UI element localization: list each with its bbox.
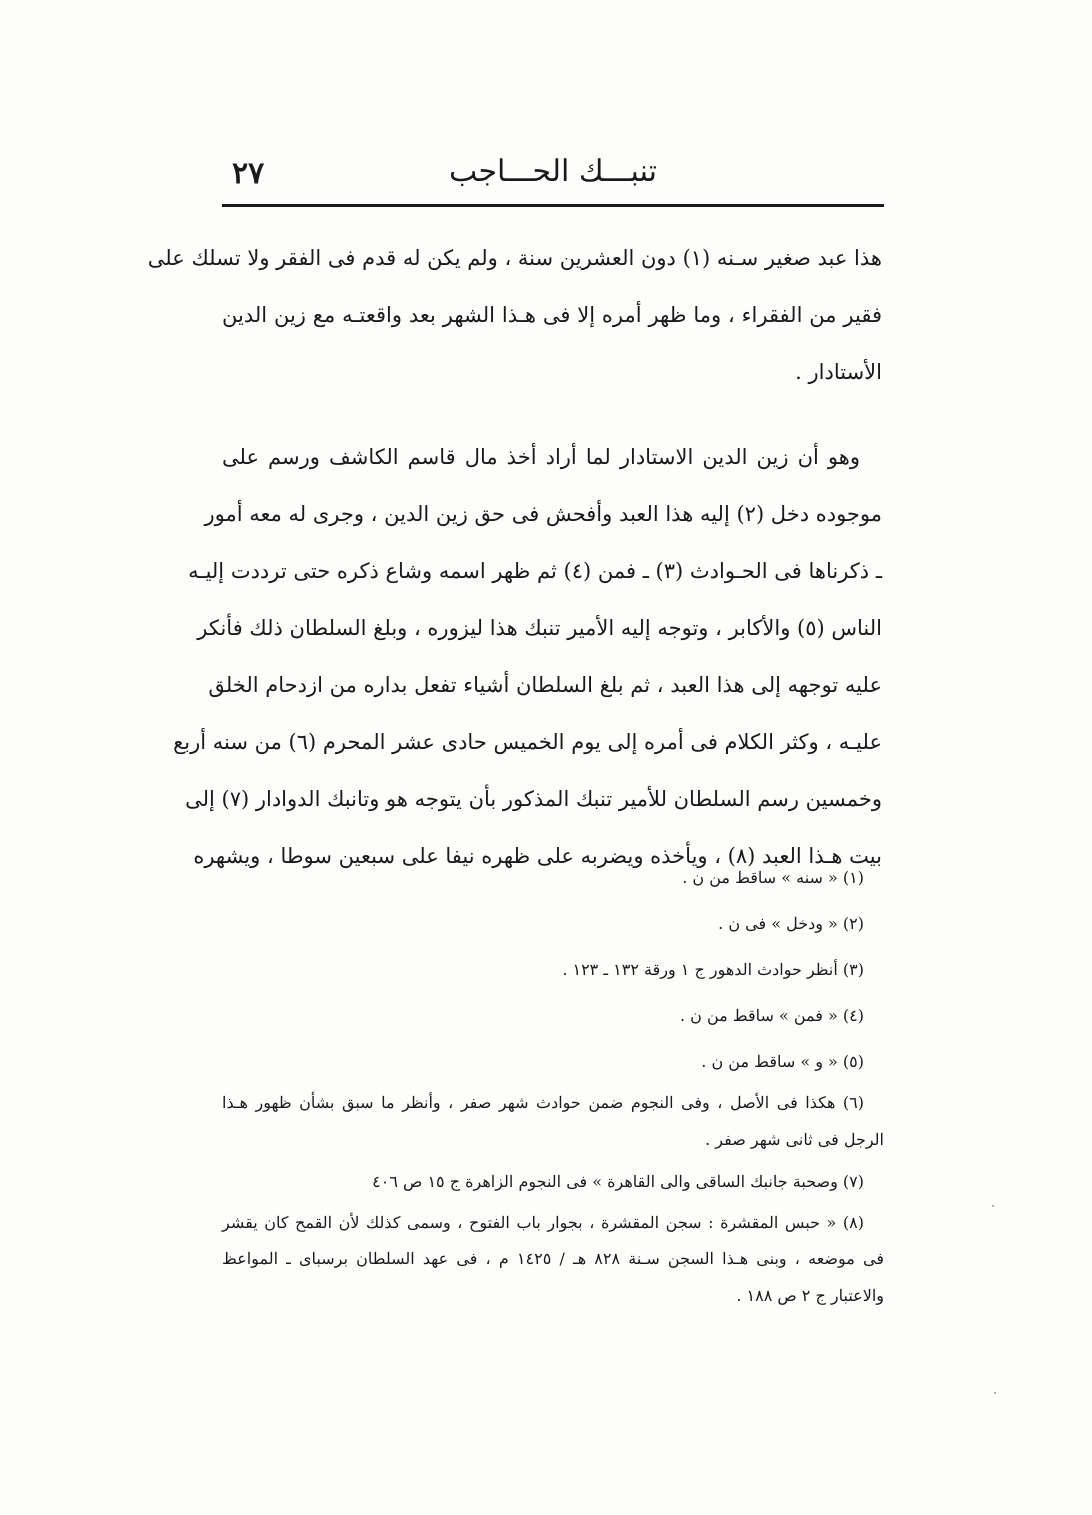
- footnote-continuation: الرجل فى ثانى شهر صفر .: [705, 1130, 884, 1149]
- page-number: ٢٧: [232, 156, 265, 191]
- footnote: (١) « سنه » ساقط من ن .: [682, 868, 864, 887]
- footnote: (٣) أنظر حوادث الدهور ج ١ ورقة ١٣٢ ـ ١٢٣ .: [562, 960, 864, 979]
- footnote: (٢) « ودخل » فى ن .: [718, 914, 864, 933]
- body-text: [147, 230, 882, 885]
- text-line: وخمسين رسم السلطان للأمير تنبك المذكور بأن يتوجه هو وتانبك الدوادار (٧) إلى: [185, 787, 882, 811]
- text-line: ـ ذكرناها فى الحـوادث (٣) ـ فمن (٤) ثم ظهر اسمه وشاع ذكره حتى ترددت إليـه: [188, 559, 882, 583]
- footnote-continuation: فى موضعه ، وبنى هـذا السجن سـنة ٨٢٨ هـ / ١٤٢٥ م ، فى عهد السلطان برسباى ـ المواعظ: [222, 1249, 884, 1268]
- paper-speck: [992, 1205, 994, 1207]
- text-line: عليه توجهه إلى هذا العبد ، ثم بلغ السلطان أشياء تفعل بداره من ازدحام الخلق: [208, 673, 882, 697]
- paragraph-gap: [222, 401, 882, 429]
- paragraph: [147, 230, 882, 401]
- text-line: الأستادار .: [795, 360, 882, 384]
- footnote: (٨) « حبس المقشرة : سجن المقشرة ، بجوار باب الفتوح ، وسمى كذلك لأن القمح كان يقشر: [222, 1213, 864, 1232]
- header-rule: [222, 204, 884, 207]
- running-title: تنبـــك الحـــاجب: [449, 154, 657, 189]
- text-line: فقير من الفقراء ، وما ظهر أمره إلا فى هـذا الشهر بعد واقعتـه مع زين الدين: [222, 303, 882, 327]
- text-line: عليـه ، وكثر الكلام فى أمره إلى يوم الخميس حادى عشر المحرم (٦) من سنه أربع: [173, 730, 882, 754]
- text-line: الناس (٥) والأكابر ، وتوجه إليه الأمير تنبك هذا ليزوره ، وبلغ السلطان ذلك فأنكر: [197, 616, 882, 640]
- paragraph: [173, 429, 882, 885]
- paper-speck: [994, 1392, 996, 1394]
- text-line: وهو أن زين الدين الاستادار لما أراد أخذ مال قاسم الكاشف ورسم على: [222, 445, 860, 469]
- footnote: (٦) هكذا فى الأصل ، وفى النجوم ضمن حوادث شهر صفر ، وأنظر ما سبق بشأن ظهور هـذا: [222, 1093, 864, 1112]
- page-header: [222, 148, 884, 192]
- footnote: (٤) « فمن » ساقط من ن .: [679, 1006, 864, 1025]
- footnote: (٧) وصحبة جانبك الساقى والى القاهرة » فى النجوم الزاهرة ج ١٥ ص ٤٠٦: [372, 1172, 864, 1191]
- footnote-continuation: والاعتبار ج ٢ ص ١٨٨ .: [736, 1286, 884, 1305]
- text-line: موجوده دخل (٢) إليه هذا العبد وأفحش فى حق زين الدين ، وجرى له معه أمور: [204, 502, 882, 526]
- footnotes: [222, 855, 884, 1315]
- footnote: (٥) « و » ساقط من ن .: [701, 1052, 864, 1071]
- text-line: هذا عبد صغير سـنه (١) دون العشرين سنة ، ولم يكن له قدم فى الفقر ولا تسلك على: [147, 246, 882, 270]
- text-line: بيت هـذا العبد (٨) ، ويأخذه ويضربه على ظهره نيفا على سبعين سوطا ، ويشهره: [193, 844, 882, 868]
